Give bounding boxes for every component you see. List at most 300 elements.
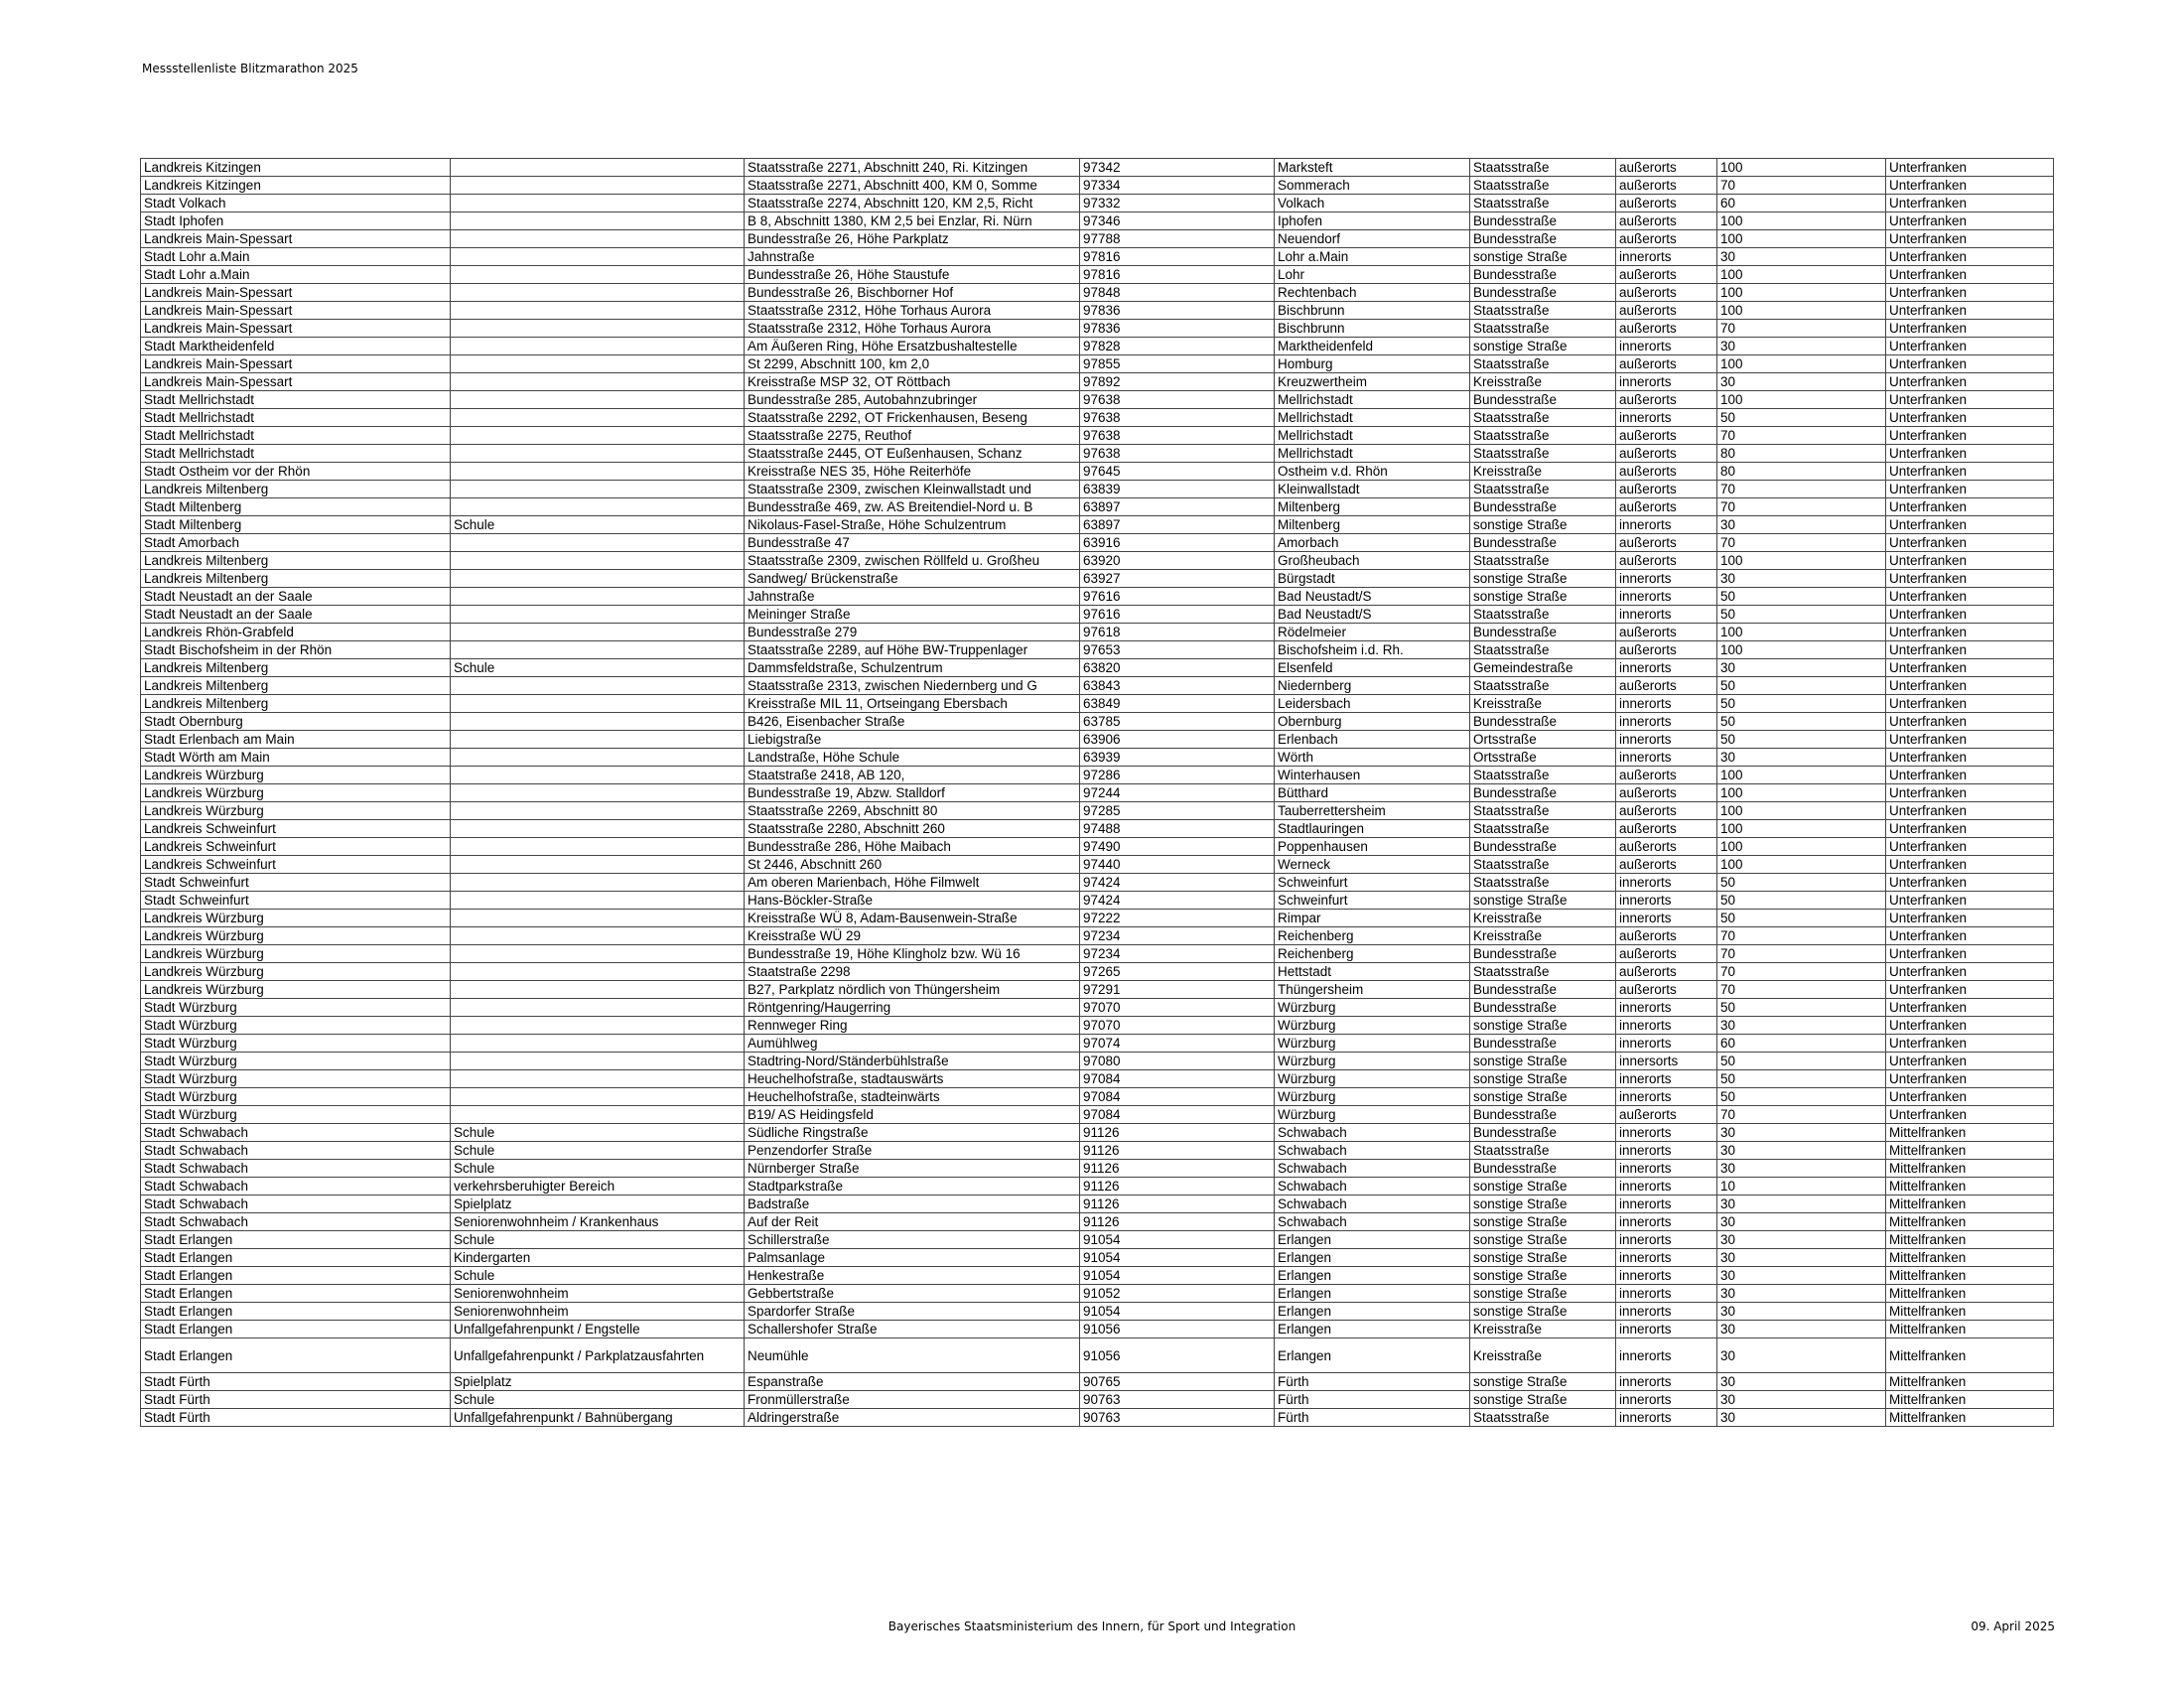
location-cell: Röntgenring/Haugerring [745,999,1080,1017]
district-cell: Unterfranken [1886,570,2054,588]
table-row [141,177,2054,195]
reason-cell [451,749,745,767]
area-cell: innerorts [1616,1231,1717,1249]
district-cell: Unterfranken [1886,927,2054,945]
reason-cell [451,248,745,266]
postcode-cell: 97234 [1080,945,1275,963]
road-type-cell: Staatsstraße [1470,874,1616,892]
postcode-cell: 97653 [1080,641,1275,659]
location-cell: Staatstraße 2298 [745,963,1080,981]
area-cell: außerorts [1616,463,1717,481]
area-cell: innerorts [1616,588,1717,606]
area-cell: innerorts [1616,570,1717,588]
location-cell: Bundesstraße 26, Bischborner Hof [745,284,1080,302]
reason-cell [451,159,745,177]
location-cell: Aumühlweg [745,1035,1080,1053]
postcode-cell: 91052 [1080,1285,1275,1303]
speed-limit-cell: 50 [1717,1053,1886,1070]
authority-cell: Landkreis Miltenberg [141,677,451,695]
speed-limit-cell: 100 [1717,641,1886,659]
authority-cell: Stadt Würzburg [141,1035,451,1053]
road-type-cell: Staatsstraße [1470,820,1616,838]
district-cell: Unterfranken [1886,445,2054,463]
location-cell: Penzendorfer Straße [745,1142,1080,1160]
municipality-cell: Erlangen [1275,1249,1470,1267]
postcode-cell: 97342 [1080,159,1275,177]
reason-cell [451,784,745,802]
speed-limit-cell: 30 [1717,1285,1886,1303]
road-type-cell: Bundesstraße [1470,981,1616,999]
district-cell: Unterfranken [1886,391,2054,409]
reason-cell: Seniorenwohnheim [451,1303,745,1321]
postcode-cell: 97285 [1080,802,1275,820]
postcode-cell: 91126 [1080,1124,1275,1142]
table-row [141,1338,2054,1373]
reason-cell [451,767,745,784]
table-row [141,892,2054,910]
location-cell: Badstraße [745,1196,1080,1213]
road-type-cell: sonstige Straße [1470,1249,1616,1267]
table-row [141,713,2054,731]
postcode-cell: 63939 [1080,749,1275,767]
road-type-cell: Kreisstraße [1470,1321,1616,1338]
area-cell: innersorts [1616,1053,1717,1070]
district-cell: Mittelfranken [1886,1142,2054,1160]
area-cell: innerorts [1616,731,1717,749]
postcode-cell: 97424 [1080,892,1275,910]
postcode-cell: 63843 [1080,677,1275,695]
reason-cell [451,552,745,570]
reason-cell [451,177,745,195]
postcode-cell: 63839 [1080,481,1275,498]
location-cell: Henkestraße [745,1267,1080,1285]
speed-limit-cell: 30 [1717,248,1886,266]
authority-cell: Landkreis Main-Spessart [141,355,451,373]
municipality-cell: Schwabach [1275,1160,1470,1178]
reason-cell [451,1088,745,1106]
speed-limit-cell: 50 [1717,731,1886,749]
table-row [141,999,2054,1017]
road-type-cell: Staatsstraße [1470,677,1616,695]
road-type-cell: Bundesstraße [1470,266,1616,284]
district-cell: Mittelfranken [1886,1267,2054,1285]
district-cell: Unterfranken [1886,177,2054,195]
municipality-cell: Mellrichstadt [1275,445,1470,463]
area-cell: innerorts [1616,910,1717,927]
area-cell: außerorts [1616,1106,1717,1124]
district-cell: Unterfranken [1886,767,2054,784]
table-row [141,1053,2054,1070]
location-cell: Kreisstraße NES 35, Höhe Reiterhöfe [745,463,1080,481]
reason-cell: Spielplatz [451,1373,745,1391]
location-cell: Nürnberger Straße [745,1160,1080,1178]
road-type-cell: Staatsstraße [1470,641,1616,659]
municipality-cell: Sommerach [1275,177,1470,195]
speed-limit-cell: 70 [1717,981,1886,999]
authority-cell: Stadt Marktheidenfeld [141,338,451,355]
measurement-table [140,158,2054,1427]
speed-limit-cell: 100 [1717,284,1886,302]
road-type-cell: Kreisstraße [1470,373,1616,391]
table-row [141,355,2054,373]
road-type-cell: sonstige Straße [1470,1053,1616,1070]
postcode-cell: 97424 [1080,874,1275,892]
location-cell: Kreisstraße MIL 11, Ortseingang Ebersbach [745,695,1080,713]
postcode-cell: 97788 [1080,230,1275,248]
municipality-cell: Leidersbach [1275,695,1470,713]
location-cell: Staatstraße 2418, AB 120, [745,767,1080,784]
location-cell: Auf der Reit [745,1213,1080,1231]
authority-cell: Stadt Schweinfurt [141,874,451,892]
area-cell: außerorts [1616,856,1717,874]
area-cell: innerorts [1616,1303,1717,1321]
authority-cell: Landkreis Main-Spessart [141,320,451,338]
district-cell: Unterfranken [1886,1017,2054,1035]
area-cell: innerorts [1616,516,1717,534]
municipality-cell: Mellrichstadt [1275,427,1470,445]
area-cell: außerorts [1616,927,1717,945]
speed-limit-cell: 30 [1717,1017,1886,1035]
table-row [141,1231,2054,1249]
district-cell: Unterfranken [1886,355,2054,373]
page-title: Messstellenliste Blitzmarathon 2025 [142,62,358,75]
table-row [141,820,2054,838]
location-cell: Landstraße, Höhe Schule [745,749,1080,767]
authority-cell: Landkreis Kitzingen [141,177,451,195]
authority-cell: Stadt Neustadt an der Saale [141,606,451,624]
speed-limit-cell: 50 [1717,910,1886,927]
municipality-cell: Niedernberg [1275,677,1470,695]
location-cell: Staatsstraße 2313, zwischen Niedernberg und G [745,677,1080,695]
authority-cell: Landkreis Würzburg [141,981,451,999]
municipality-cell: Fürth [1275,1391,1470,1409]
speed-limit-cell: 30 [1717,1321,1886,1338]
postcode-cell: 97440 [1080,856,1275,874]
location-cell: St 2299, Abschnitt 100, km 2,0 [745,355,1080,373]
reason-cell [451,856,745,874]
speed-limit-cell: 70 [1717,945,1886,963]
authority-cell: Stadt Wörth am Main [141,749,451,767]
area-cell: innerorts [1616,373,1717,391]
municipality-cell: Schweinfurt [1275,874,1470,892]
district-cell: Unterfranken [1886,463,2054,481]
district-cell: Unterfranken [1886,1070,2054,1088]
area-cell: innerorts [1616,999,1717,1017]
municipality-cell: Schwabach [1275,1213,1470,1231]
table-row [141,1124,2054,1142]
district-cell: Mittelfranken [1886,1196,2054,1213]
table-row [141,963,2054,981]
municipality-cell: Marksteft [1275,159,1470,177]
table-row [141,838,2054,856]
municipality-cell: Bischbrunn [1275,320,1470,338]
authority-cell: Stadt Iphofen [141,212,451,230]
municipality-cell: Reichenberg [1275,945,1470,963]
area-cell: innerorts [1616,1391,1717,1409]
speed-limit-cell: 80 [1717,445,1886,463]
postcode-cell: 90763 [1080,1409,1275,1427]
location-cell: Am oberen Marienbach, Höhe Filmwelt [745,874,1080,892]
reason-cell: Schule [451,1160,745,1178]
reason-cell [451,1106,745,1124]
district-cell: Unterfranken [1886,838,2054,856]
location-cell: Bundesstraße 285, Autobahnzubringer [745,391,1080,409]
municipality-cell: Erlangen [1275,1338,1470,1373]
table-row [141,195,2054,212]
area-cell: innerorts [1616,1070,1717,1088]
location-cell: Spardorfer Straße [745,1303,1080,1321]
location-cell: Südliche Ringstraße [745,1124,1080,1142]
speed-limit-cell: 70 [1717,498,1886,516]
municipality-cell: Amorbach [1275,534,1470,552]
municipality-cell: Erlangen [1275,1321,1470,1338]
road-type-cell: sonstige Straße [1470,1178,1616,1196]
district-cell: Unterfranken [1886,677,2054,695]
authority-cell: Landkreis Schweinfurt [141,856,451,874]
postcode-cell: 97618 [1080,624,1275,641]
location-cell: Stadtring-Nord/Ständerbühlstraße [745,1053,1080,1070]
municipality-cell: Reichenberg [1275,927,1470,945]
reason-cell [451,713,745,731]
location-cell: Staatsstraße 2445, OT Eußenhausen, Schanz [745,445,1080,463]
district-cell: Mittelfranken [1886,1249,2054,1267]
table-row [141,445,2054,463]
municipality-cell: Bütthard [1275,784,1470,802]
reason-cell [451,409,745,427]
road-type-cell: Kreisstraße [1470,695,1616,713]
location-cell: Kreisstraße MSP 32, OT Röttbach [745,373,1080,391]
postcode-cell: 97828 [1080,338,1275,355]
road-type-cell: Bundesstraße [1470,1035,1616,1053]
road-type-cell: Gemeindestraße [1470,659,1616,677]
road-type-cell: sonstige Straße [1470,1213,1616,1231]
district-cell: Unterfranken [1886,248,2054,266]
postcode-cell: 91126 [1080,1160,1275,1178]
reason-cell: Seniorenwohnheim [451,1285,745,1303]
municipality-cell: Bischofsheim i.d. Rh. [1275,641,1470,659]
municipality-cell: Elsenfeld [1275,659,1470,677]
postcode-cell: 97490 [1080,838,1275,856]
area-cell: außerorts [1616,445,1717,463]
location-cell: Schillerstraße [745,1231,1080,1249]
footer-date: 09. April 2025 [1971,1619,2055,1633]
district-cell: Unterfranken [1886,195,2054,212]
authority-cell: Stadt Schwabach [141,1178,451,1196]
district-cell: Unterfranken [1886,409,2054,427]
municipality-cell: Iphofen [1275,212,1470,230]
postcode-cell: 97638 [1080,409,1275,427]
location-cell: St 2446, Abschnitt 260 [745,856,1080,874]
area-cell: innerorts [1616,1249,1717,1267]
municipality-cell: Würzburg [1275,1106,1470,1124]
municipality-cell: Lohr [1275,266,1470,284]
table-row [141,874,2054,892]
district-cell: Unterfranken [1886,481,2054,498]
measurement-table-container [140,158,2053,1427]
district-cell: Unterfranken [1886,373,2054,391]
municipality-cell: Poppenhausen [1275,838,1470,856]
road-type-cell: sonstige Straße [1470,1070,1616,1088]
postcode-cell: 97488 [1080,820,1275,838]
reason-cell: Schule [451,659,745,677]
road-type-cell: Staatsstraße [1470,427,1616,445]
speed-limit-cell: 30 [1717,1338,1886,1373]
district-cell: Mittelfranken [1886,1124,2054,1142]
district-cell: Mittelfranken [1886,1409,2054,1427]
area-cell: außerorts [1616,481,1717,498]
speed-limit-cell: 100 [1717,552,1886,570]
authority-cell: Stadt Schweinfurt [141,892,451,910]
area-cell: außerorts [1616,159,1717,177]
authority-cell: Stadt Ostheim vor der Rhön [141,463,451,481]
area-cell: innerorts [1616,695,1717,713]
reason-cell [451,838,745,856]
table-row [141,1160,2054,1178]
table-row [141,427,2054,445]
location-cell: Liebigstraße [745,731,1080,749]
authority-cell: Landkreis Main-Spessart [141,230,451,248]
area-cell: außerorts [1616,552,1717,570]
location-cell: Gebbertstraße [745,1285,1080,1303]
postcode-cell: 91054 [1080,1231,1275,1249]
road-type-cell: sonstige Straße [1470,570,1616,588]
table-row [141,802,2054,820]
municipality-cell: Neuendorf [1275,230,1470,248]
area-cell: innerorts [1616,1178,1717,1196]
speed-limit-cell: 100 [1717,159,1886,177]
area-cell: außerorts [1616,820,1717,838]
area-cell: außerorts [1616,641,1717,659]
location-cell: Bundesstraße 26, Höhe Staustufe [745,266,1080,284]
authority-cell: Landkreis Miltenberg [141,570,451,588]
authority-cell: Stadt Würzburg [141,1106,451,1124]
speed-limit-cell: 100 [1717,230,1886,248]
speed-limit-cell: 70 [1717,427,1886,445]
authority-cell: Stadt Miltenberg [141,516,451,534]
authority-cell: Landkreis Kitzingen [141,159,451,177]
postcode-cell: 91056 [1080,1321,1275,1338]
table-row [141,373,2054,391]
speed-limit-cell: 30 [1717,373,1886,391]
speed-limit-cell: 100 [1717,820,1886,838]
district-cell: Unterfranken [1886,284,2054,302]
road-type-cell: Bundesstraße [1470,284,1616,302]
location-cell: Staatsstraße 2292, OT Frickenhausen, Beseng [745,409,1080,427]
road-type-cell: Bundesstraße [1470,534,1616,552]
district-cell: Unterfranken [1886,159,2054,177]
speed-limit-cell: 100 [1717,212,1886,230]
reason-cell: Schule [451,516,745,534]
table-row [141,266,2054,284]
postcode-cell: 97265 [1080,963,1275,981]
authority-cell: Landkreis Würzburg [141,767,451,784]
district-cell: Mittelfranken [1886,1338,2054,1373]
area-cell: innerorts [1616,749,1717,767]
table-row [141,1391,2054,1409]
speed-limit-cell: 70 [1717,481,1886,498]
table-row [141,1178,2054,1196]
authority-cell: Stadt Schwabach [141,1160,451,1178]
postcode-cell: 97638 [1080,391,1275,409]
postcode-cell: 63920 [1080,552,1275,570]
location-cell: Am Äußeren Ring, Höhe Ersatzbushaltestelle [745,338,1080,355]
road-type-cell: Bundesstraße [1470,1106,1616,1124]
road-type-cell: Bundesstraße [1470,838,1616,856]
table-row [141,159,2054,177]
road-type-cell: Staatsstraße [1470,320,1616,338]
district-cell: Unterfranken [1886,624,2054,641]
reason-cell [451,230,745,248]
authority-cell: Stadt Schwabach [141,1142,451,1160]
municipality-cell: Schweinfurt [1275,892,1470,910]
location-cell: Staatsstraße 2274, Abschnitt 120, KM 2,5, Richt [745,195,1080,212]
municipality-cell: Würzburg [1275,999,1470,1017]
municipality-cell: Erlangen [1275,1303,1470,1321]
speed-limit-cell: 70 [1717,963,1886,981]
area-cell: außerorts [1616,945,1717,963]
table-row [141,749,2054,767]
road-type-cell: Staatsstraße [1470,195,1616,212]
road-type-cell: Ortsstraße [1470,749,1616,767]
speed-limit-cell: 70 [1717,534,1886,552]
speed-limit-cell: 30 [1717,1249,1886,1267]
postcode-cell: 63916 [1080,534,1275,552]
reason-cell [451,266,745,284]
district-cell: Unterfranken [1886,874,2054,892]
location-cell: Stadtparkstraße [745,1178,1080,1196]
road-type-cell: Staatsstraße [1470,302,1616,320]
postcode-cell: 97645 [1080,463,1275,481]
area-cell: außerorts [1616,320,1717,338]
table-row [141,338,2054,355]
table-row [141,641,2054,659]
reason-cell [451,498,745,516]
speed-limit-cell: 60 [1717,1035,1886,1053]
table-row [141,1249,2054,1267]
table-row [141,481,2054,498]
table-row [141,767,2054,784]
municipality-cell: Winterhausen [1275,767,1470,784]
municipality-cell: Hettstadt [1275,963,1470,981]
area-cell: innerorts [1616,874,1717,892]
area-cell: außerorts [1616,212,1717,230]
area-cell: innerorts [1616,1267,1717,1285]
location-cell: Espanstraße [745,1373,1080,1391]
postcode-cell: 63906 [1080,731,1275,749]
area-cell: innerorts [1616,1285,1717,1303]
road-type-cell: sonstige Straße [1470,338,1616,355]
authority-cell: Stadt Erlangen [141,1338,451,1373]
speed-limit-cell: 50 [1717,695,1886,713]
location-cell: Staatsstraße 2312, Höhe Torhaus Aurora [745,320,1080,338]
location-cell: Staatsstraße 2280, Abschnitt 260 [745,820,1080,838]
area-cell: außerorts [1616,427,1717,445]
table-body [141,159,2054,1427]
authority-cell: Stadt Schwabach [141,1124,451,1142]
municipality-cell: Rimpar [1275,910,1470,927]
reason-cell: Schule [451,1267,745,1285]
speed-limit-cell: 50 [1717,1088,1886,1106]
authority-cell: Stadt Mellrichstadt [141,445,451,463]
reason-cell [451,284,745,302]
speed-limit-cell: 50 [1717,713,1886,731]
authority-cell: Stadt Lohr a.Main [141,266,451,284]
road-type-cell: sonstige Straße [1470,1017,1616,1035]
reason-cell [451,302,745,320]
municipality-cell: Bürgstadt [1275,570,1470,588]
authority-cell: Stadt Mellrichstadt [141,391,451,409]
municipality-cell: Schwabach [1275,1178,1470,1196]
